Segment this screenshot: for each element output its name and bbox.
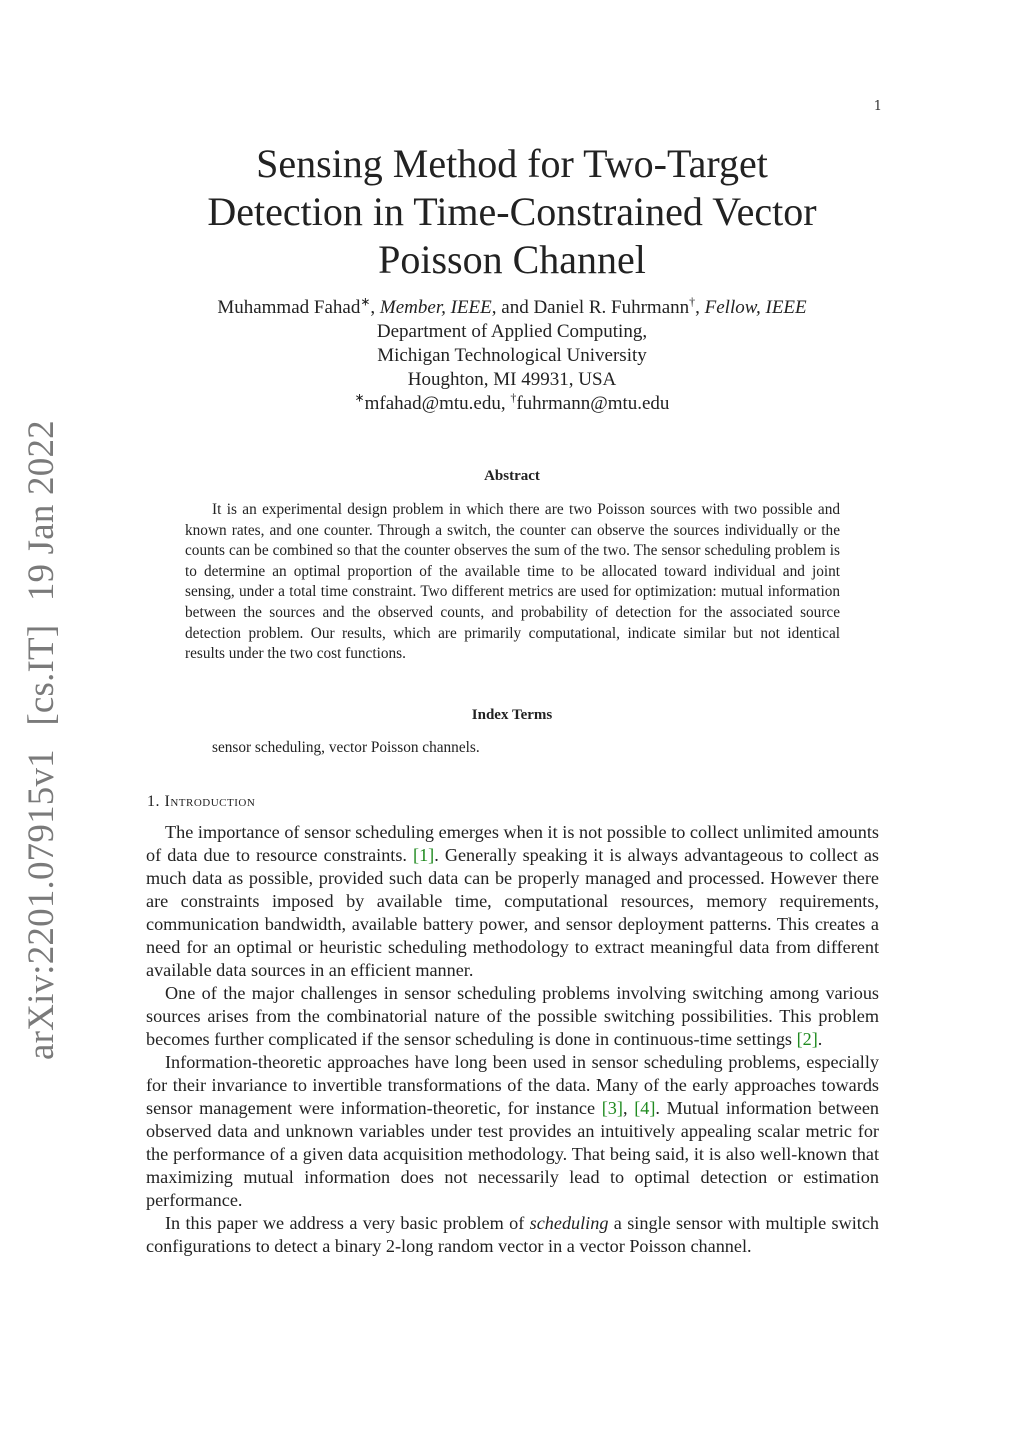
citation-link-1[interactable]: [1] [413,845,435,865]
paragraph-text: . [817,1029,823,1049]
paragraph-2 [146,982,879,1051]
abstract-text: It is an experimental design problem in which there are two Poisson sources with two possible and known rates, and one counter. Through a switch, the counter can observe the sources individually or the counts can be combined so that the counter observes the sum of the two. The sensor scheduling problem is to determine an optimal proportion of the available time to be allocated toward individual and joint sensing, under a total time constraint. Two different metrics are used for optimization: mutual information between the sources and the observed counts, and probability of detection for the associated source detection problem. Our results, which are primarily computational, indicate similar but not identical results under the two cost functions. [185,501,840,663]
section-title: Introduction [164,793,256,810]
author-1-name: Muhammad Fahad [217,297,361,318]
university: Michigan Technological University [377,345,647,366]
paragraph-text: a single sensor with multiple switch configurations to detect a binary 2-long random vector in a vector Poisson channel. [146,1213,879,1256]
index-terms-heading: Index Terms [471,707,553,723]
arxiv-date: 19 Jan 2022 [21,420,62,602]
paragraph-text: . Generally speaking it is always advantageous to collect as much data as possible, provided such data can be properly managed and processed. However there are constraints imposed by available time, computational resources, memory requirements, communication bandwidth, available battery power, and sensor deployment patterns. This creates a need for an optimal or heuristic scheduling methodology to extract meaningful data from different available data sources in an efficient manner. [146,845,879,980]
paper-title [150,140,874,284]
paragraph-3 [146,1051,879,1212]
email-2: fuhrmann@mtu.edu [516,393,670,414]
introduction-body [146,821,879,1258]
title-line-1: Sensing Method for Two-Target [256,141,768,186]
email-1: mfahad@mtu.edu, [364,393,506,414]
citation-link-2[interactable]: [2] [796,1029,818,1049]
email-1-mark: ∗ [354,390,365,405]
paragraph-text: One of the major challenges in sensor scheduling problems involving switching among various sources arises from the combinatorial nature of the possible switching possibilities. This problem becomes further complicated if the sensor scheduling is done in continuous-time settings [146,983,879,1049]
author-2-mark: † [689,294,696,309]
citation-separator: , [622,1098,635,1118]
section-heading [147,793,255,811]
paragraph-text: In this paper we address a very basic problem of [165,1213,530,1233]
email-line [120,392,904,416]
author-line: Muhammad Fahad∗, Member, IEEE, and Daniel R. Fuhrmann†, Fellow, IEEE [217,294,807,318]
page-number: 1 [873,99,882,114]
index-terms-text: sensor scheduling, vector Poisson channels. [212,739,480,756]
paragraph-text: Information-theoretic approaches have long been used in sensor scheduling problems, especially for their invariance to invertible transformations of the data. Many of the early approaches towards sensor management were information-theoretic, for instance [146,1052,879,1118]
emphasis-scheduling: scheduling [529,1213,609,1233]
abstract-heading: Abstract [484,468,540,484]
paragraph-text: The importance of sensor scheduling emerges when it is not possible to collect unlimited amounts of data due to resource constraints. [146,822,879,865]
author-2-role: Fellow, IEEE [704,297,807,318]
citation-link-4[interactable]: [4] [634,1098,656,1118]
title-line-3: Poisson Channel [378,237,646,282]
citation-link-3[interactable]: [3] [601,1098,623,1118]
paragraph-text: . Mutual information between observed data and unknown variables under test provides an intuitively appealing scalar metric for the performance of a given data acquisition methodology. That being said, it is also well-known that maximizing mutual information does not necessarily lead to optimal detection or estimation performance. [146,1098,880,1210]
arxiv-category: [cs.IT] [21,624,62,726]
author-1-role: Member, IEEE [379,297,492,318]
author-1-mark: ∗ [360,294,371,309]
address: Houghton, MI 49931, USA [407,369,617,390]
title-line-2: Detection in Time-Constrained Vector [207,189,817,234]
department: Department of Applied Computing, [376,321,648,342]
author-joiner: , and [491,297,534,318]
email-2-mark: † [510,390,517,405]
author-2-name: Daniel R. Fuhrmann [533,297,690,318]
arxiv-id: arXiv:2201.07915v1 [21,749,62,1060]
paragraph-1 [146,821,879,982]
section-number: 1. [147,793,160,810]
arxiv-stamp [12,420,72,1060]
author-block [120,296,904,416]
paragraph-4 [146,1212,879,1258]
